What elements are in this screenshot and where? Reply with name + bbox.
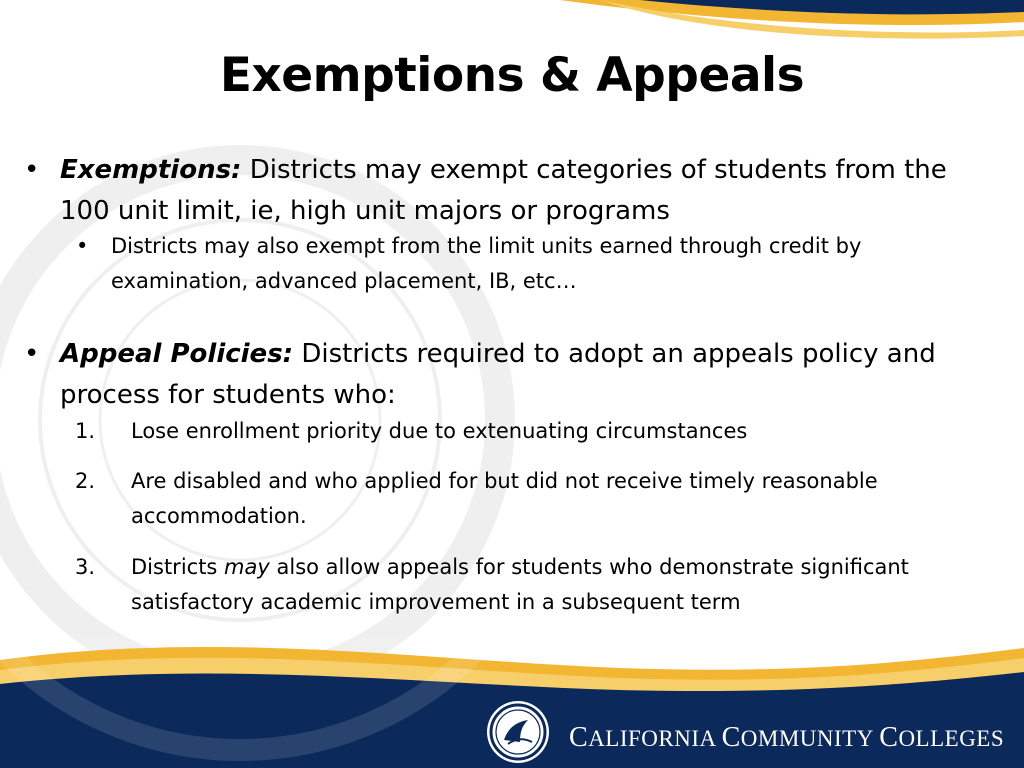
slide-title: Exemptions & Appeals <box>219 48 805 103</box>
college-seal-logo <box>486 700 550 764</box>
bullet-marker: • <box>24 155 40 185</box>
item-text: Are disabled and who applied for but did not receive timely reasonable accommodation. <box>131 469 878 528</box>
footer-brand-name: CALIFORNIA COMMUNITY COLLEGES <box>569 722 1005 753</box>
bullet-text <box>60 150 960 232</box>
bullet-text <box>60 334 960 416</box>
bullet-lead: Appeal Policies: <box>60 339 294 369</box>
item-text <box>131 550 971 620</box>
item-text-emphasis: may <box>224 555 270 579</box>
bullet-lead: Exemptions: <box>60 155 242 185</box>
item-number: 2. <box>75 469 96 493</box>
bullet-text: Districts may also exempt from the limit units earned through credit by examination, advanced placement, IB, etc… <box>111 234 862 293</box>
item-text: Lose enrollment priority due to extenuating circumstances <box>131 419 748 443</box>
bullet-marker: • <box>76 234 89 258</box>
bullet-marker: • <box>24 339 40 369</box>
item-number: 3. <box>75 555 96 579</box>
item-text-pre: Districts <box>131 555 225 579</box>
bullet-body: Districts required to adopt an appeals policy and process for students who: <box>60 339 936 410</box>
item-text-post: also allow appeals for students who demonstrate significant satisfactory academic improvement in a subsequent term <box>131 555 909 614</box>
item-number: 1. <box>75 419 96 443</box>
bullet-body: Districts may exempt categories of students from the 100 unit limit, ie, high unit majors or programs <box>60 155 947 226</box>
